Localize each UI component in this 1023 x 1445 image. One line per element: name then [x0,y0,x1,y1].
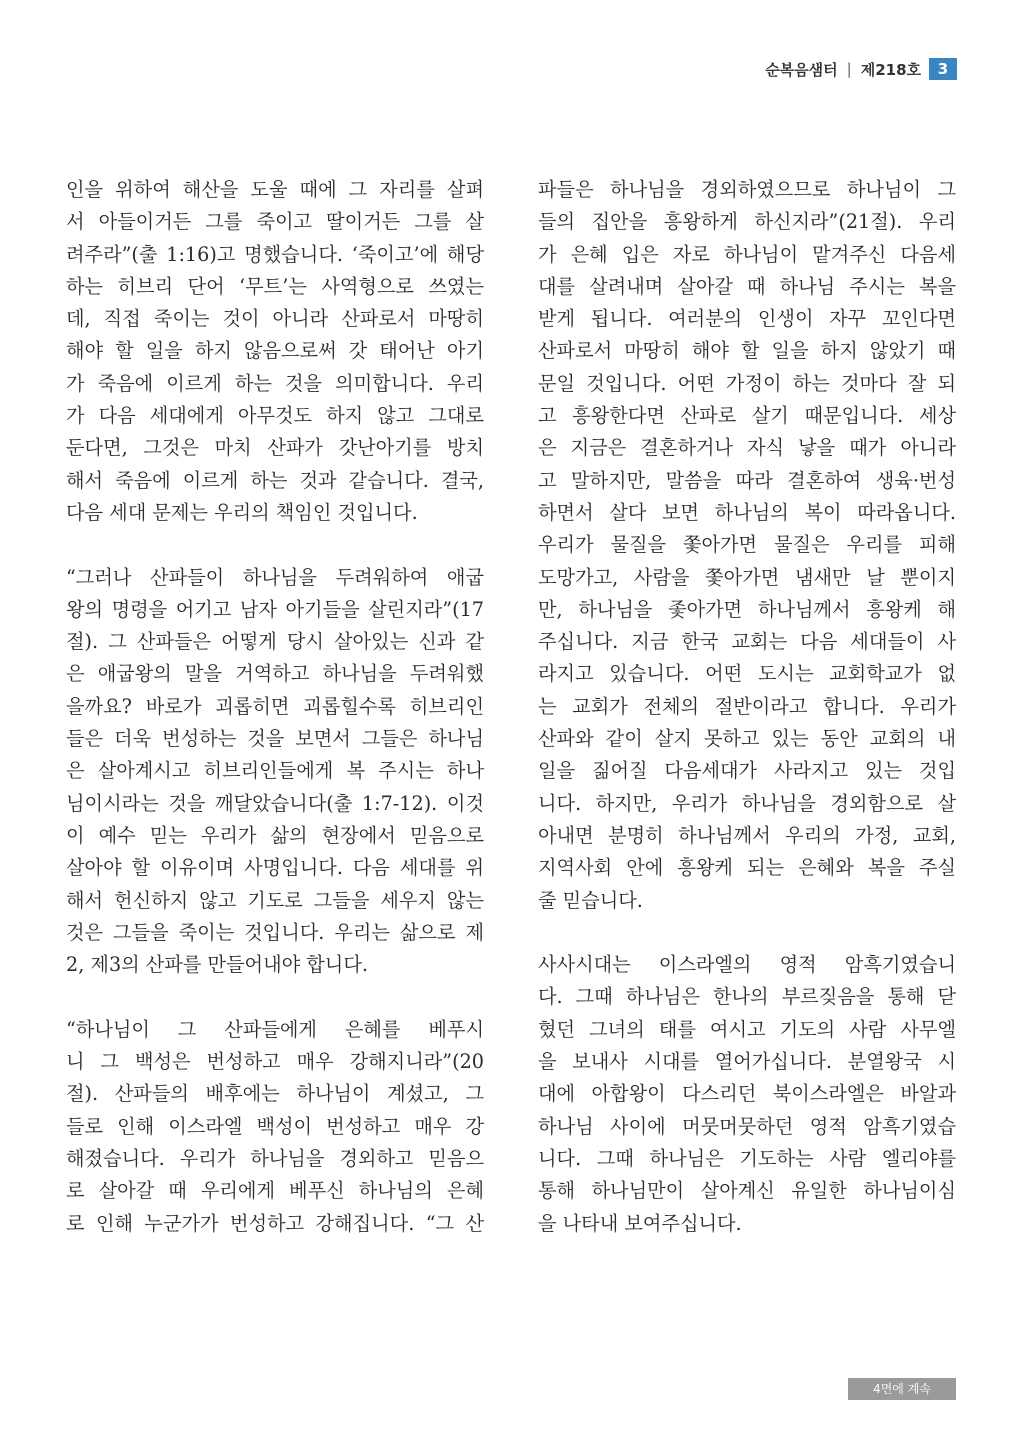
right-column-line: 지역사회 안에 흥왕케 되는 은혜와 복을 주실 [538,856,956,880]
right-column-line: 주십니다. 지금 한국 교회는 다음 세대들이 사 [538,630,956,654]
left-column-line [66,529,484,561]
left-column-line: 것은 그들을 죽이는 것입니다. 우리는 삶으로 제 [66,920,484,944]
right-column-line: 니다. 하지만, 우리가 하나님을 경외함으로 살 [538,791,956,815]
left-column-line: 니 그 백성은 번성하고 매우 강해지니라”(20 [66,1050,484,1074]
right-column-line: 을 보내사 시대를 열어가십니다. 분열왕국 시 [538,1050,956,1074]
right-column-line: 가 은혜 입은 자로 하나님이 맡겨주신 다음세 [538,242,956,266]
right-column-line: 산파로서 마땅히 해야 할 일을 하지 않았기 때 [538,339,956,363]
left-column-line: 가 죽음에 이르게 하는 것을 의미합니다. 우리 [66,371,484,395]
left-column-line [66,981,484,1013]
right-column-line: 만, 하나님을 좇아가면 하나님께서 흥왕케 해 [538,597,956,621]
right-column-line: 사사시대는 이스라엘의 영적 암흑기였습니 [538,953,956,977]
right-column-line: 니다. 그때 하나님은 기도하는 사람 엘리야를 [538,1146,956,1170]
left-column-line: 살아야 할 이유이며 사명입니다. 다음 세대를 위 [66,856,484,880]
left-column-line: 이 예수 믿는 우리가 삶의 현장에서 믿음으로 [66,823,484,847]
left-column-line: 하는 히브리 단어 ‘무트’는 사역형으로 쓰였는 [66,274,484,298]
right-column-line: 대를 살려내며 살아갈 때 하나님 주시는 복을 [538,274,956,298]
left-column-line: 은 살아계시고 히브리인들에게 복 주시는 하나 [66,759,484,783]
right-column-line: 는 교회가 전체의 절반이라고 합니다. 우리가 [538,694,956,718]
page-number-badge: 3 [929,58,957,80]
right-column-line: 대에 아합왕이 다스리던 북이스라엘은 바알과 [538,1082,956,1106]
left-column-line: 로 인해 누군가가 번성하고 강해집니다. “그 산 [66,1211,484,1235]
left-column-line: 해야 할 일을 하지 않음으로써 갓 태어난 아기 [66,339,484,363]
right-column-line: 문일 것입니다. 어떤 가정이 하는 것마다 잘 되 [538,371,956,395]
left-column-line: 서 아들이거든 그를 죽이고 딸이거든 그를 살 [66,210,484,234]
right-column-line: 을 나타내 보여주십니다. [538,1211,742,1235]
left-column-line: 해서 헌신하지 않고 기도로 그들을 세우지 않는 [66,888,484,912]
publication-name: 순복음샘터 [765,60,838,79]
issue-number: 제218호 [860,60,921,79]
right-column-line: 은 지금은 결혼하거나 자식 낳을 때가 아니라 [538,436,956,460]
right-column-line: 파들은 하나님을 경외하였으므로 하나님이 그 [538,178,956,201]
left-column-line: “그러나 산파들이 하나님을 두려워하여 애굽 [66,565,484,589]
right-column-line: 고 말하지만, 말씀을 따라 결혼하여 생육·번성 [538,468,956,492]
left-column-line: 절). 그 산파들은 어떻게 당시 살아있는 신과 같 [66,630,484,654]
left-column-line: 로 살아갈 때 우리에게 베푸신 하나님의 은혜 [66,1179,484,1203]
left-column-line: 다음 세대 문제는 우리의 책임인 것입니다. [66,500,418,524]
left-column-line: 해서 죽음에 이르게 하는 것과 같습니다. 결국, [66,468,484,492]
left-column-line: 해졌습니다. 우리가 하나님을 경외하고 믿음으 [66,1146,484,1170]
right-column-line: 들의 집안을 흥왕하게 하신지라”(21절). 우리 [538,210,956,234]
right-column-line: 혔던 그녀의 태를 여시고 기도의 사람 사무엘 [538,1017,956,1041]
left-column-line: 인을 위하여 해산을 도울 때에 그 자리를 살펴 [66,178,484,201]
left-column-line: 가 다음 세대에게 아무것도 하지 않고 그대로 [66,404,484,428]
left-column-line: 을까요? 바로가 괴롭히면 괴롭힐수록 히브리인 [66,694,484,718]
left-column-line: 2, 제3의 산파를 만들어내야 합니다. [66,953,368,977]
right-column-line: 하면서 살다 보면 하나님의 복이 따라옵니다. [538,500,956,524]
right-column-line: 우리가 물질을 쫓아가면 물질은 우리를 피해 [538,533,956,557]
right-text-column [538,174,956,1240]
right-column-line: 일을 짊어질 다음세대가 사라지고 있는 것입 [538,759,956,783]
left-column-line: 왕의 명령을 어기고 남자 아기들을 살린지라”(17 [66,597,484,621]
right-column-line: 라지고 있습니다. 어떤 도시는 교회학교가 없 [538,662,956,686]
left-column-line: 데, 직접 죽이는 것이 아니라 산파로서 마땅히 [66,307,484,331]
left-column-line: 들은 더욱 번성하는 것을 보면서 그들은 하나님 [66,727,484,751]
right-column-line: 받게 됩니다. 여러분의 인생이 자꾸 꼬인다면 [538,307,956,331]
left-text-column [66,174,484,1240]
left-column-line: 둔다면, 그것은 마치 산파가 갓난아기를 방치 [66,436,484,460]
right-column-line: 다. 그때 하나님은 한나의 부르짖음을 통해 닫 [538,985,956,1009]
left-column-line: 려주라”(출 1:16)고 명했습니다. ‘죽이고’에 해당 [66,242,484,266]
continued-on-page-badge: 4면에 계속 [848,1378,956,1400]
right-column-line: 통해 하나님만이 살아계신 유일한 하나님이심 [538,1179,956,1203]
left-column-line: “하나님이 그 산파들에게 은혜를 베푸시 [66,1017,484,1041]
right-column-line: 산파와 같이 살지 못하고 있는 동안 교회의 내 [538,727,956,751]
header-separator: | [846,60,852,78]
right-column-line: 고 흥왕한다면 산파로 살기 때문입니다. 세상 [538,404,956,428]
right-column-line: 하나님 사이에 머뭇머뭇하던 영적 암흑기였습 [538,1114,956,1138]
right-column-line: 줄 믿습니다. [538,888,643,912]
left-column-line: 들로 인해 이스라엘 백성이 번성하고 매우 강 [66,1114,484,1138]
left-column-line: 은 애굽왕의 말을 거역하고 하나님을 두려워했 [66,662,484,686]
left-column-line: 님이시라는 것을 깨달았습니다(출 1:7-12). 이것 [66,791,484,815]
right-column-line: 도망가고, 사람을 쫓아가면 냄새만 날 뿐이지 [538,565,956,589]
right-column-line: 아내면 분명히 하나님께서 우리의 가정, 교회, [538,823,956,847]
right-column-line [538,917,956,949]
left-column-line: 절). 산파들의 배후에는 하나님이 계셨고, 그 [66,1082,484,1106]
page-header [765,58,957,80]
